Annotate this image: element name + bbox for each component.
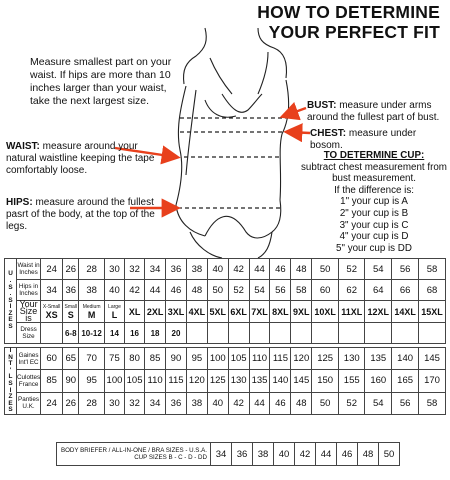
letter-size-cell: [249, 301, 270, 323]
waist-cell: 28: [79, 259, 105, 280]
us-sizes-group-label: U . S . S I Z E S: [5, 259, 17, 344]
letter-row: [5, 301, 446, 323]
dress-label: Dress Size: [17, 323, 41, 344]
culottes-cell: 120: [186, 370, 207, 392]
culottes-cell: 115: [166, 370, 187, 392]
dress-cell-empty: [207, 323, 228, 344]
waist-cell: 58: [419, 259, 446, 280]
waist-cell: 56: [392, 259, 419, 280]
hips-label: HIPS:: [6, 197, 33, 208]
cup-intro: subtract chest measurement from bust measurement.: [301, 161, 447, 185]
letter-size-cell: [145, 301, 166, 323]
waist-label: Waist in Inches: [17, 259, 41, 280]
gaines-cell: 90: [166, 348, 187, 370]
panties-cell: 42: [228, 392, 249, 414]
gaines-cell: 60: [41, 348, 63, 370]
culottes-cell: 90: [63, 370, 79, 392]
letter-size-value: 7XL: [251, 306, 268, 317]
hips-cell: 58: [291, 280, 312, 301]
letter-size-value: 9XL: [293, 306, 310, 317]
letter-size-cell: [186, 301, 207, 323]
panties-label: Panties U.K.: [17, 392, 41, 414]
size-chart-body: [5, 259, 446, 415]
intl-sizes-group-label: I N T ' L S I Z E S: [5, 348, 17, 415]
letter-size-value: 3XL: [167, 306, 185, 317]
culottes-cell: 170: [419, 370, 446, 392]
letter-size-cell: [419, 301, 446, 323]
hips-cell: 40: [104, 280, 124, 301]
gaines-cell: 115: [270, 348, 291, 370]
letter-size-cell: [365, 301, 392, 323]
bra-size-label: [57, 443, 211, 466]
hips-cell: 34: [41, 280, 63, 301]
gaines-cell: 110: [249, 348, 270, 370]
letter-size-cell: [291, 301, 312, 323]
gaines-row: [5, 348, 446, 370]
bra-size-table: [56, 442, 400, 466]
bra-size-label-line-2: CUP SIZES B - C - D - DD: [134, 454, 207, 461]
intro-text: Measure smallest part on your waist. If hips are more than 10 inches larger than your waist, take the next largest size.: [30, 56, 172, 107]
letter-size-value: L: [111, 309, 118, 320]
waist-cell: 24: [41, 259, 63, 280]
letter-size-value: 14XL: [394, 306, 416, 317]
letter-size-cell: [228, 301, 249, 323]
dress-cell-empty: [41, 323, 63, 344]
cup-line-a: 1" your cup is A: [340, 196, 408, 208]
waist-text: measure around your natural waistline keeping the tape comfortably loose.: [6, 141, 155, 176]
gaines-cell: 130: [339, 348, 365, 370]
culottes-cell: 160: [365, 370, 392, 392]
gaines-cell: 80: [125, 348, 145, 370]
dress-cell-empty: [392, 323, 419, 344]
panties-cell: 24: [41, 392, 63, 414]
gaines-cell: 70: [79, 348, 105, 370]
letter-size-cell: [166, 301, 187, 323]
panties-cell: 46: [270, 392, 291, 414]
waist-cell: 46: [270, 259, 291, 280]
letter-size-value: XL: [128, 306, 141, 317]
letter-size-value: 10XL: [314, 306, 336, 317]
culottes-cell: 100: [104, 370, 124, 392]
bra-size-cell: 48: [358, 443, 379, 466]
title-line-1: HOW TO DETERMINE: [257, 2, 440, 22]
letter-size-value: 15XL: [421, 306, 443, 317]
culottes-label: Culottes France: [17, 370, 41, 392]
culottes-cell: 140: [270, 370, 291, 392]
hips-cell: 44: [145, 280, 166, 301]
panties-cell: 40: [207, 392, 228, 414]
panties-cell: 54: [365, 392, 392, 414]
panties-cell: 58: [419, 392, 446, 414]
letter-size-sublabel: Large: [108, 303, 121, 310]
bra-size-cell: 34: [211, 443, 232, 466]
bust-note: [307, 100, 447, 124]
dress-row: [5, 323, 446, 344]
letter-size-value: 12XL: [367, 306, 390, 317]
letter-size-cell: [207, 301, 228, 323]
bra-size-cell: 44: [316, 443, 337, 466]
size-chart-table: [4, 258, 446, 415]
panties-cell: 34: [145, 392, 166, 414]
hips-text: measure around the fullest pasrt of the body, at the top of the legs.: [6, 197, 155, 232]
bra-size-cell: 38: [253, 443, 274, 466]
panties-cell: 30: [104, 392, 124, 414]
culottes-cell: 135: [249, 370, 270, 392]
gaines-cell: 85: [145, 348, 166, 370]
bust-label: BUST:: [307, 100, 337, 111]
letter-size-cell: [339, 301, 365, 323]
letter-size-value: 4XL: [188, 306, 206, 317]
hips-note: [6, 197, 156, 233]
culottes-cell: 110: [145, 370, 166, 392]
bra-size-cell: 36: [232, 443, 253, 466]
dress-cell-empty: [291, 323, 312, 344]
bra-size-row: [57, 443, 400, 466]
hips-cell: 42: [125, 280, 145, 301]
waist-cell: 32: [125, 259, 145, 280]
gaines-label: Gaines Int'l EC: [17, 348, 41, 370]
gaines-cell: 65: [63, 348, 79, 370]
chest-text: measure under bosom.: [310, 128, 417, 151]
letter-size-cell: [312, 301, 339, 323]
chest-arrow: [288, 132, 310, 133]
gaines-cell: 135: [365, 348, 392, 370]
letter-size-value: 8XL: [272, 306, 289, 317]
gaines-cell: 75: [104, 348, 124, 370]
waist-label: WAIST:: [6, 141, 40, 152]
bra-size-cell: 50: [379, 443, 400, 466]
panties-cell: 56: [392, 392, 419, 414]
culottes-cell: 105: [125, 370, 145, 392]
letter-size-cell: [392, 301, 419, 323]
hips-cell: 66: [392, 280, 419, 301]
bust-text: measure under arms around the fullest part of bust.: [307, 100, 440, 123]
panties-cell: 50: [312, 392, 339, 414]
hips-cell: 38: [79, 280, 105, 301]
letter-size-cell: [125, 301, 145, 323]
panties-cell: 44: [249, 392, 270, 414]
dress-cell-empty: [270, 323, 291, 344]
waist-cell: 38: [186, 259, 207, 280]
waist-cell: 48: [291, 259, 312, 280]
dress-cell-empty: [249, 323, 270, 344]
bra-size-label-line-1: BODY BRIEFER / ALL-IN-ONE / BRA SIZES - U.S.A.: [60, 446, 207, 454]
dress-cell-empty: [339, 323, 365, 344]
letter-size-sublabel: X-Small: [42, 303, 61, 310]
culottes-cell: 145: [291, 370, 312, 392]
panties-cell: 52: [339, 392, 365, 414]
waist-cell: 54: [365, 259, 392, 280]
letter-size-value: 6XL: [230, 306, 247, 317]
dress-cell-empty: [419, 323, 446, 344]
cup-lead: If the difference is:: [334, 184, 414, 196]
dress-cell-empty: [228, 323, 249, 344]
hips-cell: 52: [228, 280, 249, 301]
waist-row: [5, 259, 446, 280]
dress-cell: 10-12: [79, 323, 105, 344]
cup-line-d: 4" your cup is D: [339, 231, 409, 243]
dress-cell-empty: [312, 323, 339, 344]
dress-cell-empty: [365, 323, 392, 344]
culottes-cell: 165: [392, 370, 419, 392]
letter-size-value: 2XL: [146, 306, 164, 317]
waist-cell: 44: [249, 259, 270, 280]
waist-note: [6, 141, 156, 177]
letter-size-cell: [104, 301, 124, 323]
panties-cell: 28: [79, 392, 105, 414]
letter-label: Your Size is: [17, 301, 41, 323]
gaines-cell: 120: [291, 348, 312, 370]
waist-cell: 50: [312, 259, 339, 280]
hips-cell: 68: [419, 280, 446, 301]
waist-cell: 42: [228, 259, 249, 280]
waist-cell: 30: [104, 259, 124, 280]
panties-row: [5, 392, 446, 414]
hips-cell: 56: [270, 280, 291, 301]
title-line-2: YOUR PERFECT FIT: [268, 22, 440, 42]
waist-cell: 40: [207, 259, 228, 280]
hips-label: Hips in Inches: [17, 280, 41, 301]
culottes-cell: 130: [228, 370, 249, 392]
culottes-cell: 125: [207, 370, 228, 392]
dress-cell-empty: [186, 323, 207, 344]
letter-size-cell: [270, 301, 291, 323]
gaines-cell: 105: [228, 348, 249, 370]
hips-cell: 64: [365, 280, 392, 301]
panties-cell: 38: [186, 392, 207, 414]
culottes-cell: 95: [79, 370, 105, 392]
chest-label: CHEST:: [310, 128, 347, 139]
letter-size-value: 5XL: [209, 306, 226, 317]
waist-cell: 34: [145, 259, 166, 280]
panties-cell: 26: [63, 392, 79, 414]
hips-row: [5, 280, 446, 301]
letter-size-cell: [79, 301, 105, 323]
letter-size-cell: [63, 301, 79, 323]
hips-cell: 54: [249, 280, 270, 301]
cup-line-b: 2" your cup is B: [339, 207, 409, 219]
chest-note: [310, 128, 450, 152]
dress-cell: 6-8: [63, 323, 79, 344]
gaines-cell: 125: [312, 348, 339, 370]
cup-heading: TO DETERMINE CUP:: [323, 150, 425, 161]
culottes-row: [5, 370, 446, 392]
bra-size-cell: 40: [274, 443, 295, 466]
panties-cell: 36: [166, 392, 187, 414]
waist-cell: 52: [339, 259, 365, 280]
letter-size-value: XS: [45, 309, 58, 320]
dress-cell: 20: [166, 323, 187, 344]
cup-line-dd: 5" your cup is DD: [336, 242, 412, 254]
letter-size-sublabel: Small: [64, 303, 77, 310]
bra-size-cell: 46: [337, 443, 358, 466]
waist-cell: 36: [166, 259, 187, 280]
letter-size-cell: [41, 301, 63, 323]
hips-cell: 60: [312, 280, 339, 301]
bra-size-cell: 42: [295, 443, 316, 466]
cup-line-c: 3" your cup is C: [339, 219, 409, 231]
bust-arrow: [284, 108, 306, 116]
dress-cell: 14: [104, 323, 124, 344]
hips-cell: 50: [207, 280, 228, 301]
culottes-cell: 85: [41, 370, 63, 392]
letter-size-value: S: [67, 309, 74, 320]
hips-cell: 62: [339, 280, 365, 301]
letter-size-value: 11XL: [341, 306, 363, 317]
gaines-cell: 100: [207, 348, 228, 370]
letter-size-sublabel: Medium: [82, 303, 101, 310]
gaines-cell: 140: [392, 348, 419, 370]
dress-cell: 18: [145, 323, 166, 344]
hips-cell: 48: [186, 280, 207, 301]
hips-cell: 46: [166, 280, 187, 301]
culottes-cell: 150: [312, 370, 339, 392]
culottes-cell: 155: [339, 370, 365, 392]
cup-instructions: [300, 150, 448, 254]
gaines-cell: 95: [186, 348, 207, 370]
hips-cell: 36: [63, 280, 79, 301]
letter-size-value: M: [87, 309, 96, 320]
panties-cell: 32: [125, 392, 145, 414]
waist-cell: 26: [63, 259, 79, 280]
panties-cell: 48: [291, 392, 312, 414]
dress-cell: 16: [125, 323, 145, 344]
gaines-cell: 145: [419, 348, 446, 370]
